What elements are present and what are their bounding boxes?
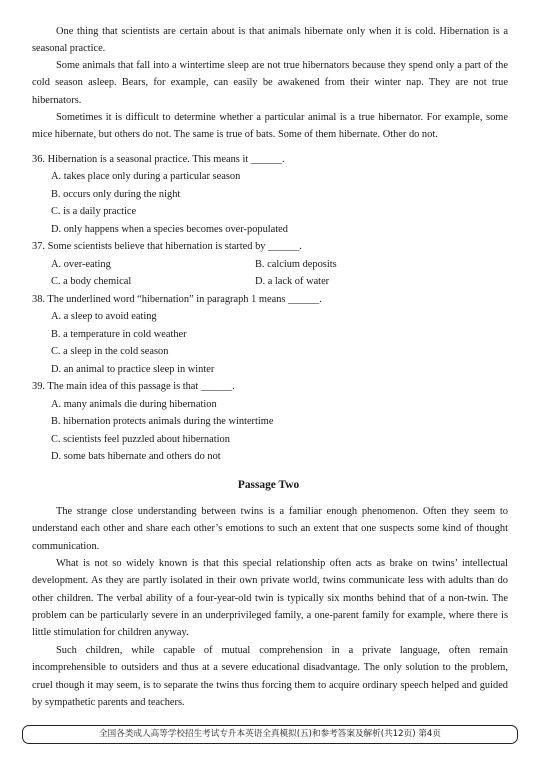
passage-two-paragraph-2: What is not so widely known is that this special relationship often acts as brake on twins’ intellectual development. As they are partly isolated in their own private world, twins communicate less with adults than do other children. The verbal ability of a four-year-old twin is typically six months behind that of a non-twin. The problem can be particularly severe in an underprivileged family, a one-parent family for example, where there is little stimulation for children anyway. — [32, 558, 508, 639]
passage-two-heading: Passage Two — [237, 479, 300, 491]
question-39-option-b: B. hibernation protects animals during the wintertime — [51, 416, 274, 427]
question-37-option-d: D. a lack of water — [255, 276, 330, 287]
passage-one-paragraph-3: Sometimes it is difficult to determine whether a particular animal is a true hibernator. For example, some mice hibernate, but others do not. The same is true of bats. Some of them hibernate. Other do not. — [32, 112, 508, 141]
question-39-option-d: D. some bats hibernate and others do not — [51, 451, 221, 462]
question-37-stem: 37. Some scientists believe that hibernation is started by ______. — [32, 241, 302, 252]
question-38-option-d: D. an animal to practice sleep in winter — [51, 364, 215, 375]
question-39-stem: 39. The main idea of this passage is that ______. — [32, 381, 235, 392]
passage-two-paragraph-3: Such children, while capable of mutual comprehension in a private language, often remain incomprehensible to outsiders and thus at a severe educational disadvantage. The only solution to the problem, cruel though it may seem, is to separate the twins thus forcing them to acquire ordinary speech helped and guided by sympathetic parents and teachers. — [32, 645, 508, 708]
passage-two-paragraph-1: The strange close understanding between twins is a familiar enough phenomenon. Often they seem to understand each other and share each other’s emotions to such an extent that one suspects some kind of thought communication. — [32, 506, 508, 552]
question-38-stem: 38. The underlined word “hibernation” in paragraph 1 means ______. — [32, 294, 322, 305]
passage-one-paragraph-2: Some animals that fall into a wintertime sleep are not true hibernators because they spend only a part of the cold season asleep. Bears, for example, can easily be awakened from their winter nap. They are not true hibernators. — [32, 60, 508, 106]
question-37-option-b: B. calcium deposits — [255, 259, 337, 270]
question-39-option-c: C. scientists feel puzzled about hibernation — [51, 434, 230, 445]
question-38-option-c: C. a sleep in the cold season — [51, 346, 169, 357]
question-37-option-c: C. a body chemical — [51, 276, 132, 287]
question-36-option-c: C. is a daily practice — [51, 206, 137, 217]
page-footer: 全国各类成人高等学校招生考试专升本英语全真模拟(五)和参考答案及解析(共12页) 第4页 — [22, 725, 518, 744]
question-37-option-a: A. over-eating — [51, 259, 111, 270]
passage-one-paragraph-1: One thing that scientists are certain about is that animals hibernate only when it is cold. Hibernation is a seasonal practice. — [32, 26, 508, 55]
question-38-option-b: B. a temperature in cold weather — [51, 329, 187, 340]
question-36-stem: 36. Hibernation is a seasonal practice. This means it ______. — [32, 154, 285, 165]
question-39-option-a: A. many animals die during hibernation — [51, 399, 217, 410]
question-38-option-a: A. a sleep to avoid eating — [51, 311, 157, 322]
question-36-option-a: A. takes place only during a particular season — [51, 171, 241, 182]
question-36-option-b: B. occurs only during the night — [51, 189, 181, 200]
question-36-option-d: D. only happens when a species becomes over-populated — [51, 224, 288, 235]
